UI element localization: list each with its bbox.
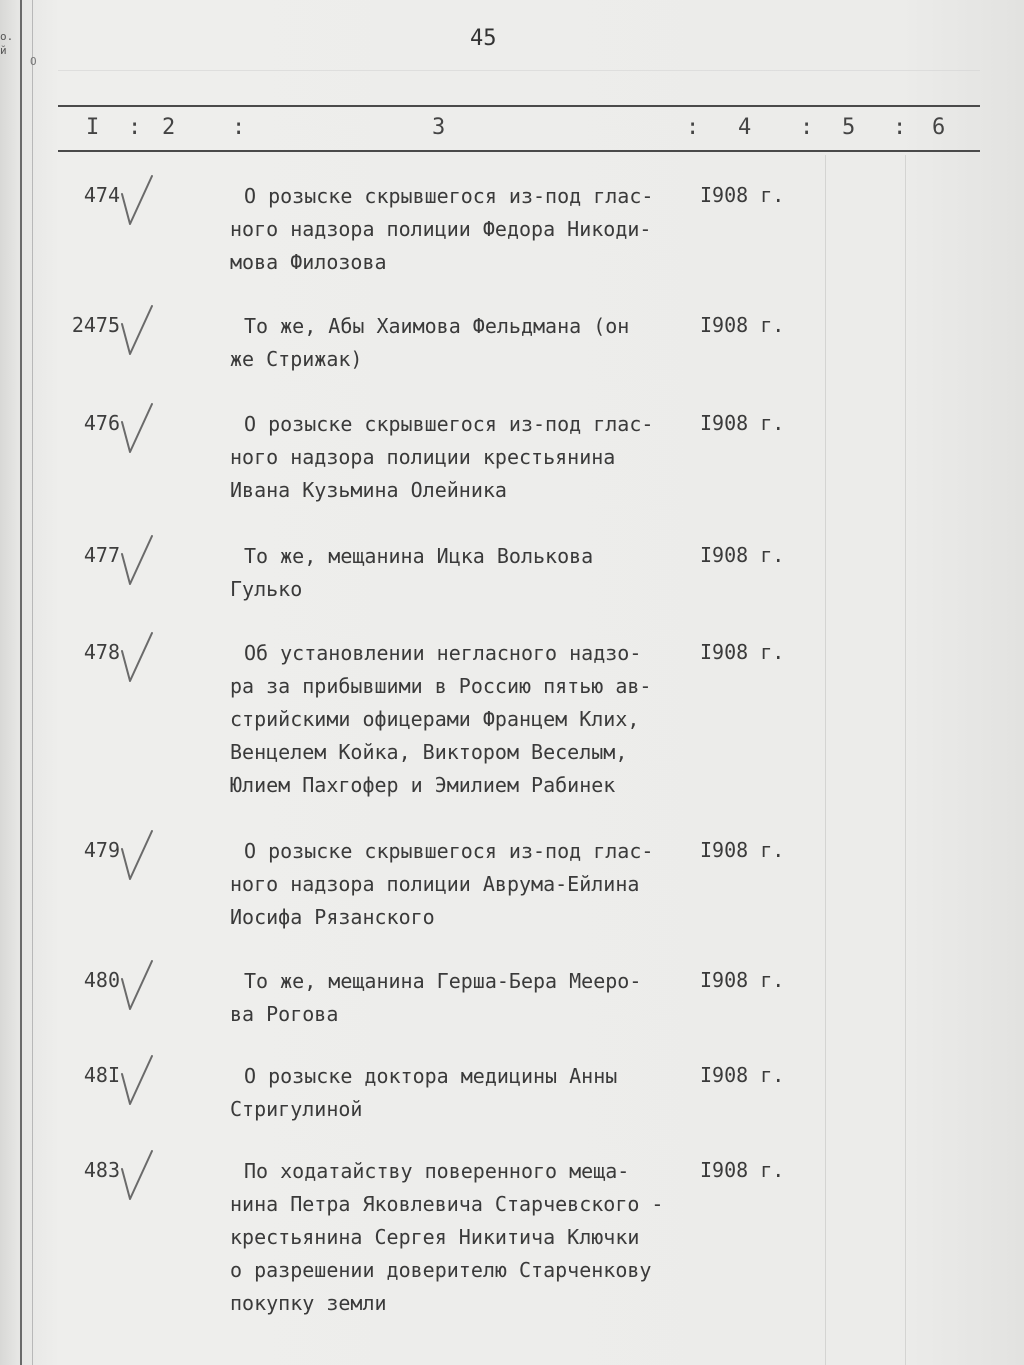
entry-number: 2475	[71, 313, 120, 337]
column-separator: :	[686, 115, 700, 140]
checkmark-icon	[118, 629, 158, 689]
entry-title	[230, 637, 700, 802]
column-separator: :	[800, 115, 814, 140]
spine-text-1: o.	[0, 30, 14, 43]
entry-title	[230, 180, 700, 279]
entry-title-line: Венцелем Койка, Виктором Веселым,	[230, 740, 628, 764]
entry-title-line: ра за прибывшими в Россию пятью ав-	[230, 674, 652, 698]
entry-number: 479	[83, 838, 120, 862]
entry-title-line: мова Филозова	[230, 250, 387, 274]
entry-title	[230, 1155, 700, 1320]
entry-title-line: О розыске скрывшегося из-под глас-	[244, 184, 654, 208]
entry-title-line: крестьянина Сергея Никитича Ключки	[230, 1225, 640, 1249]
entry-year: I908 г.	[700, 640, 785, 664]
spine-text-2: й	[0, 44, 7, 57]
entry-title-line: покупку земли	[230, 1291, 387, 1315]
entry-title-line: ного надзора полиции крестьянина	[230, 445, 616, 469]
entry-year: I908 г.	[700, 1063, 785, 1087]
entry-title-line: О розыске скрывшегося из-под глас-	[244, 412, 654, 436]
entry-title-line: То же, мещанина Герша-Бера Мееро-	[244, 969, 642, 993]
entry-title	[230, 835, 700, 934]
entry-title-line: нина Петра Яковлевича Старчевского -	[230, 1192, 664, 1216]
entry-title-line: Гулько	[230, 577, 303, 601]
entry-title-line: То же, мещанина Ицка Волькова	[244, 544, 594, 568]
column-divider	[825, 155, 826, 1365]
entry-title-line: Юлием Пахгофер и Эмилием Рабинек	[230, 773, 616, 797]
checkmark-icon	[118, 1052, 158, 1112]
entry-year: I908 г.	[700, 1158, 785, 1182]
entry-title-line: Иосифа Рязанского	[230, 905, 435, 929]
checkmark-icon	[118, 1147, 158, 1207]
binding-margin-line	[20, 0, 22, 1365]
checkmark-icon	[118, 400, 158, 460]
entry-title-line: ного надзора полиции Федора Никоди-	[230, 217, 652, 241]
column-divider	[905, 155, 906, 1365]
entry-title-line: То же, Абы Хаимова Фельдмана (он	[244, 314, 630, 338]
header-rule-bottom	[58, 150, 980, 152]
entry-year: I908 г.	[700, 838, 785, 862]
header-rule-top	[58, 105, 980, 107]
column-separator: :	[232, 115, 246, 140]
entry-title	[230, 1060, 700, 1126]
entry-title-line: Об установлении негласного надзо-	[244, 641, 642, 665]
entry-title-line: стрийскими офицерами Францем Клих,	[230, 707, 640, 731]
entry-title-line: По ходатайству поверенного меща-	[244, 1159, 630, 1183]
binding-margin-line-inner	[32, 0, 33, 1365]
column-header-5: 5	[842, 115, 856, 140]
checkmark-icon	[118, 827, 158, 887]
column-separator: :	[128, 115, 142, 140]
checkmark-icon	[118, 302, 158, 362]
column-header-2: 2	[162, 115, 176, 140]
checkmark-icon	[118, 957, 158, 1017]
column-header-4: 4	[738, 115, 752, 140]
spine-text-3: О	[30, 55, 37, 68]
entry-title	[230, 965, 700, 1031]
entry-number: 477	[83, 543, 120, 567]
entry-title-line: ва Рогова	[230, 1002, 339, 1026]
entry-number: 476	[83, 411, 120, 435]
entry-title-line: же Стрижак)	[230, 347, 363, 371]
page-number: 45	[470, 26, 497, 51]
entry-number: 48I	[83, 1063, 120, 1087]
column-header-1: I	[86, 115, 100, 140]
column-header-3: 3	[432, 115, 446, 140]
entry-number: 483	[83, 1158, 120, 1182]
entry-title-line: Стригулиной	[230, 1097, 363, 1121]
entry-year: I908 г.	[700, 183, 785, 207]
entry-year: I908 г.	[700, 968, 785, 992]
entry-year: I908 г.	[700, 313, 785, 337]
entry-title-line: Ивана Кузьмина Олейника	[230, 478, 507, 502]
entry-number: 474	[83, 183, 120, 207]
entry-title-line: ного надзора полиции Аврума-Ейлина	[230, 872, 640, 896]
column-separator: :	[893, 115, 907, 140]
entry-year: I908 г.	[700, 543, 785, 567]
entry-title-line: о разрешении доверителю Старченкову	[230, 1258, 652, 1282]
entry-title-line: О розыске скрывшегося из-под глас-	[244, 839, 654, 863]
entry-title	[230, 310, 700, 376]
entry-title-line: О розыске доктора медицины Анны	[244, 1064, 618, 1088]
entry-year: I908 г.	[700, 411, 785, 435]
bleed-through-header	[58, 70, 980, 101]
entry-title	[230, 540, 700, 606]
checkmark-icon	[118, 172, 158, 232]
entry-number: 480	[83, 968, 120, 992]
entry-title	[230, 408, 700, 507]
checkmark-icon	[118, 532, 158, 592]
spine-text	[0, 30, 13, 58]
entry-number: 478	[83, 640, 120, 664]
column-header-6: 6	[932, 115, 946, 140]
